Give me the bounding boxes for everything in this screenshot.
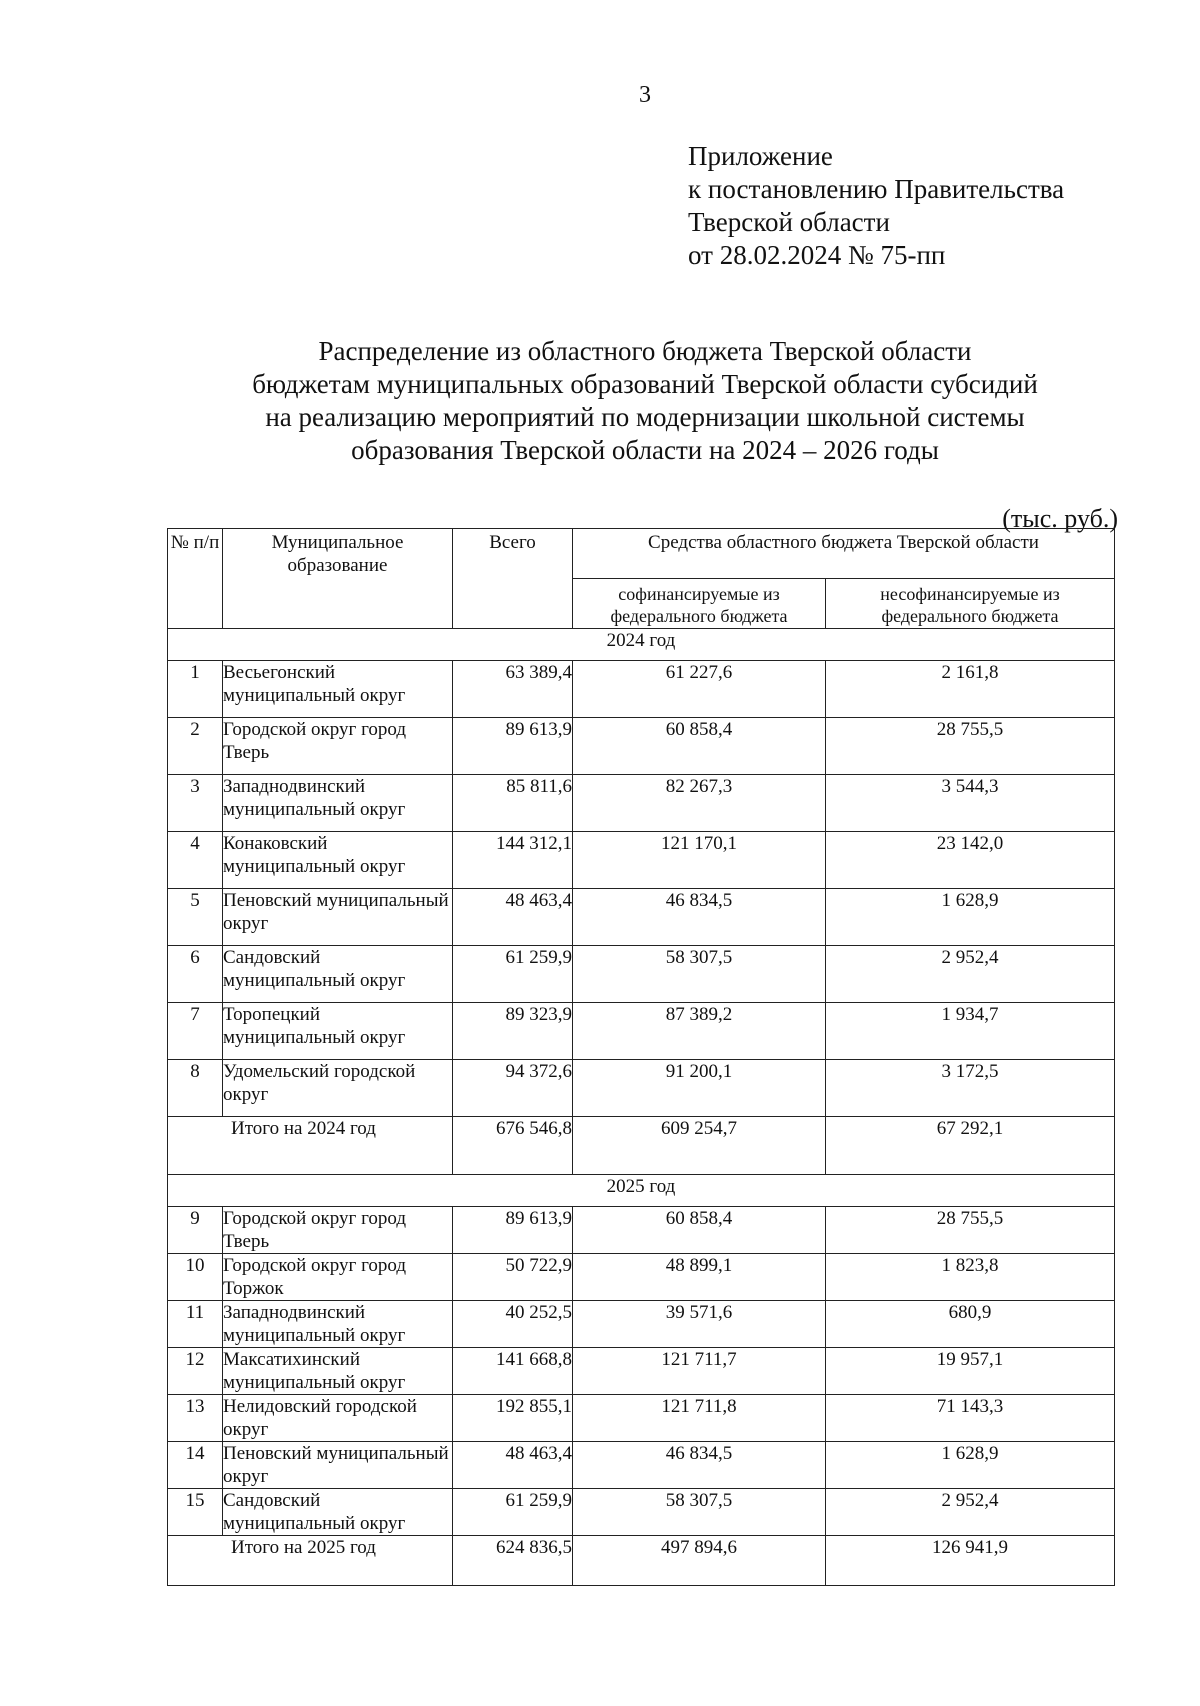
- table-row: [168, 718, 1115, 775]
- row-number: 3: [168, 775, 223, 832]
- row-number: 8: [168, 1060, 223, 1117]
- noncofinanced-value: 2 952,4: [826, 1489, 1115, 1536]
- municipality-name: Городской округ город Тверь: [223, 718, 453, 775]
- noncofinanced-value: 28 755,5: [826, 1207, 1115, 1254]
- row-number: 9: [168, 1207, 223, 1254]
- table-row: [168, 1348, 1115, 1395]
- total-value: 48 463,4: [453, 889, 573, 946]
- appendix-line: от 28.02.2024 № 75-пп: [688, 240, 946, 270]
- table-row: [168, 889, 1115, 946]
- table-row: [168, 1489, 1115, 1536]
- municipality-name: Весьегонский муниципальный округ: [223, 661, 453, 718]
- row-number: 1: [168, 661, 223, 718]
- row-number: 7: [168, 1003, 223, 1060]
- noncofinanced-value: 28 755,5: [826, 718, 1115, 775]
- noncofinanced-value: 2 161,8: [826, 661, 1115, 718]
- noncofinanced-value: 680,9: [826, 1301, 1115, 1348]
- year-section-row: [168, 629, 1115, 661]
- row-number: 5: [168, 889, 223, 946]
- noncofinanced-value: 1 628,9: [826, 889, 1115, 946]
- municipality-name: Торопецкий муниципальный округ: [223, 1003, 453, 1060]
- row-number: 4: [168, 832, 223, 889]
- total-row: [168, 1117, 1115, 1175]
- header-noncofinanced: несофинансируемые из федерального бюджета: [826, 579, 1115, 629]
- table-row: [168, 1060, 1115, 1117]
- cofinanced-value: 39 571,6: [573, 1301, 826, 1348]
- total-value: 676 546,8: [453, 1117, 573, 1175]
- cofinanced-value: 121 711,7: [573, 1348, 826, 1395]
- cofinanced-value: 60 858,4: [573, 1207, 826, 1254]
- total-value: 624 836,5: [453, 1536, 573, 1586]
- cofinanced-value: 87 389,2: [573, 1003, 826, 1060]
- header-municipality: Муниципальное образование: [223, 529, 453, 629]
- cofinanced-value: 46 834,5: [573, 889, 826, 946]
- cofinanced-value: 497 894,6: [573, 1536, 826, 1586]
- noncofinanced-value: 1 934,7: [826, 1003, 1115, 1060]
- total-value: 63 389,4: [453, 661, 573, 718]
- noncofinanced-value: 2 952,4: [826, 946, 1115, 1003]
- total-row: [168, 1536, 1115, 1586]
- municipality-name: Максатихинский муниципальный округ: [223, 1348, 453, 1395]
- subsidy-table: [167, 528, 1115, 1586]
- municipality-name: Удомельский городской округ: [223, 1060, 453, 1117]
- total-value: 144 312,1: [453, 832, 573, 889]
- cofinanced-value: 58 307,5: [573, 1489, 826, 1536]
- header-regional-funds: Средства областного бюджета Тверской области: [573, 529, 1115, 579]
- table-row: [168, 832, 1115, 889]
- municipality-name: Пеновский муниципальный округ: [223, 1442, 453, 1489]
- total-value: 89 613,9: [453, 718, 573, 775]
- total-value: 50 722,9: [453, 1254, 573, 1301]
- municipality-name: Городской округ город Тверь: [223, 1207, 453, 1254]
- municipality-name: Западнодвинский муниципальный округ: [223, 1301, 453, 1348]
- total-label: Итого на 2024 год: [168, 1117, 453, 1175]
- municipality-name: Пеновский муниципальный округ: [223, 889, 453, 946]
- units-label: (тыс. руб.): [1002, 504, 1118, 533]
- cofinanced-value: 121 170,1: [573, 832, 826, 889]
- noncofinanced-value: 67 292,1: [826, 1117, 1115, 1175]
- header-total: Всего: [453, 529, 573, 629]
- row-number: 10: [168, 1254, 223, 1301]
- row-number: 15: [168, 1489, 223, 1536]
- table-row: [168, 775, 1115, 832]
- total-value: 48 463,4: [453, 1442, 573, 1489]
- title-line: образования Тверской области на 2024 – 2026 годы: [351, 435, 939, 465]
- table-row: [168, 946, 1115, 1003]
- municipality-name: Нелидовский городской округ: [223, 1395, 453, 1442]
- cofinanced-value: 60 858,4: [573, 718, 826, 775]
- table-row: [168, 1254, 1115, 1301]
- cofinanced-value: 58 307,5: [573, 946, 826, 1003]
- row-number: 12: [168, 1348, 223, 1395]
- noncofinanced-value: 19 957,1: [826, 1348, 1115, 1395]
- cofinanced-value: 91 200,1: [573, 1060, 826, 1117]
- total-value: 61 259,9: [453, 946, 573, 1003]
- noncofinanced-value: 126 941,9: [826, 1536, 1115, 1586]
- table-row: [168, 1301, 1115, 1348]
- municipality-name: Западнодвинский муниципальный округ: [223, 775, 453, 832]
- table-row: [168, 1395, 1115, 1442]
- document-title: [0, 335, 1200, 467]
- noncofinanced-value: 23 142,0: [826, 832, 1115, 889]
- total-value: 141 668,8: [453, 1348, 573, 1395]
- total-value: 61 259,9: [453, 1489, 573, 1536]
- municipality-name: Сандовский муниципальный округ: [223, 946, 453, 1003]
- year-label: 2024 год: [168, 629, 1115, 661]
- row-number: 14: [168, 1442, 223, 1489]
- municipality-name: Конаковский муниципальный округ: [223, 832, 453, 889]
- table-row: [168, 1442, 1115, 1489]
- row-number: 6: [168, 946, 223, 1003]
- appendix-line: Тверской области: [688, 207, 890, 237]
- title-line: бюджетам муниципальных образований Тверской области субсидий: [252, 369, 1038, 399]
- noncofinanced-value: 1 628,9: [826, 1442, 1115, 1489]
- municipality-name: Сандовский муниципальный округ: [223, 1489, 453, 1536]
- year-label: 2025 год: [168, 1175, 1115, 1207]
- cofinanced-value: 48 899,1: [573, 1254, 826, 1301]
- row-number: 11: [168, 1301, 223, 1348]
- noncofinanced-value: 3 544,3: [826, 775, 1115, 832]
- total-value: 89 613,9: [453, 1207, 573, 1254]
- cofinanced-value: 61 227,6: [573, 661, 826, 718]
- row-number: 13: [168, 1395, 223, 1442]
- noncofinanced-value: 3 172,5: [826, 1060, 1115, 1117]
- total-label: Итого на 2025 год: [168, 1536, 453, 1586]
- total-value: 89 323,9: [453, 1003, 573, 1060]
- noncofinanced-value: 71 143,3: [826, 1395, 1115, 1442]
- total-value: 85 811,6: [453, 775, 573, 832]
- total-value: 40 252,5: [453, 1301, 573, 1348]
- page-number: 3: [639, 82, 651, 108]
- total-value: 94 372,6: [453, 1060, 573, 1117]
- table-body: [168, 629, 1115, 1586]
- table-row: [168, 661, 1115, 718]
- table-row: [168, 1207, 1115, 1254]
- table-row: [168, 1003, 1115, 1060]
- cofinanced-value: 46 834,5: [573, 1442, 826, 1489]
- cofinanced-value: 82 267,3: [573, 775, 826, 832]
- total-value: 192 855,1: [453, 1395, 573, 1442]
- cofinanced-value: 121 711,8: [573, 1395, 826, 1442]
- title-line: на реализацию мероприятий по модернизации школьной системы: [265, 402, 1025, 432]
- header-cofinanced: софинансируемые из федерального бюджета: [573, 579, 826, 629]
- appendix-line: к постановлению Правительства: [688, 174, 1065, 204]
- noncofinanced-value: 1 823,8: [826, 1254, 1115, 1301]
- title-line: Распределение из областного бюджета Тверской области: [318, 336, 972, 366]
- cofinanced-value: 609 254,7: [573, 1117, 826, 1175]
- appendix-block: [688, 140, 1064, 272]
- year-section-row: [168, 1175, 1115, 1207]
- appendix-line: Приложение: [688, 141, 833, 171]
- header-num: № п/п: [168, 529, 223, 629]
- municipality-name: Городской округ город Торжок: [223, 1254, 453, 1301]
- row-number: 2: [168, 718, 223, 775]
